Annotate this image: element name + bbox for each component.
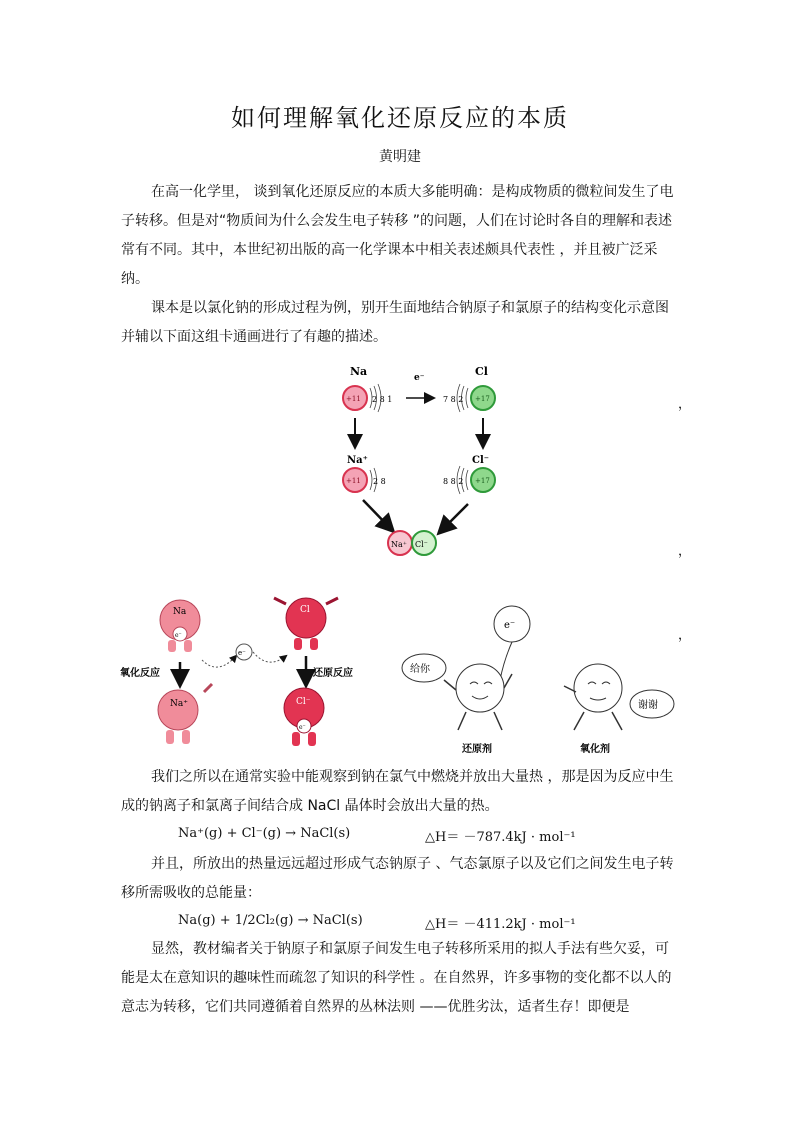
svg-text:e⁻: e⁻ xyxy=(238,649,246,657)
thanks-bubble-text: 谢谢 xyxy=(638,700,658,711)
cartoon-na-ion xyxy=(158,690,198,730)
give-bubble-text: 给你 xyxy=(410,664,430,675)
author-name: 黄明建 xyxy=(379,149,421,165)
electron-label: e⁻ xyxy=(414,373,425,383)
svg-text:e⁻: e⁻ xyxy=(175,632,182,639)
comma-mark-3: ， xyxy=(678,628,692,643)
product-na-label: Na⁺ xyxy=(391,540,407,549)
electron-transfer-diagram xyxy=(330,360,520,560)
equation-1: Na⁺(g) + Cl⁻(g) → NaCl(s) xyxy=(178,826,351,841)
na-shell-electrons: 2 8 1 xyxy=(372,395,393,404)
equation-2: Na(g) + 1/2Cl₂(g) → NaCl(s) xyxy=(178,913,363,928)
reductant-figure xyxy=(456,664,504,712)
page-title: 如何理解氧化还原反应的本质 xyxy=(231,104,569,132)
paragraph-1: 在高一化学里， 谈到氧化还原反应的本质大多能明确：是构成物质的微粒间发生了电子转移。但是对“物质间为什么会发生电子转移 ”的问题，人们在讨论时各自的理解和表述常有不同。其中，本世纪初出版的高一化学课本中相关表述颇具代表性 ，并且被广泛采纳。 xyxy=(121,184,674,287)
oxidant-figure xyxy=(574,664,622,712)
paragraph-3: 我们之所以在通常实验中能观察到钠在氯气中燃烧并放出大量热 ，那是因为反应中生成的钠离子和氯离子间结合成 NaCl 晶体时会放出大量的热。 xyxy=(121,769,674,814)
svg-text:Cl: Cl xyxy=(300,605,310,615)
paragraph-4: 并且，所放出的热量远远超过形成气态钠原子 、气态氯原子以及它们之间发生电子转移所需吸收的总能量： xyxy=(121,856,674,901)
svg-text:Na: Na xyxy=(173,607,187,617)
enthalpy-1: △H＝ －787.4kJ · mol⁻¹ xyxy=(425,830,576,845)
reduction-caption: 还原反应 xyxy=(313,668,353,679)
reductant-oxidant-cartoon xyxy=(400,600,675,760)
na-label: Na xyxy=(350,365,368,378)
svg-text:Cl⁻: Cl⁻ xyxy=(296,697,311,707)
product-cl-label: Cl⁻ xyxy=(415,540,428,549)
cl-ion-label: Cl⁻ xyxy=(472,455,490,466)
svg-text:Na⁺: Na⁺ xyxy=(170,699,188,709)
na-nucleus-charge: +11 xyxy=(346,395,361,403)
oxidation-caption: 氧化反应 xyxy=(120,668,160,679)
paragraph-2: 课本是以氯化钠的形成过程为例，别开生面地结合钠原子和氯原子的结构变化示意图并辅以下面这组卡通画进行了有趣的描述。 xyxy=(121,300,669,345)
svg-text:e⁻: e⁻ xyxy=(504,620,516,631)
reductant-caption: 还原剂 xyxy=(462,744,492,755)
cl-shell-electrons: 7 8 2 xyxy=(443,395,464,404)
cartoon-cl-atom xyxy=(286,598,326,638)
paragraph-5: 显然，教材编者关于钠原子和氯原子间发生电子转移所采用的拟人手法有些欠妥，可能是太在意知识的趣味性而疏忽了知识的科学性 。在自然界，许多事物的变化都不以人的意志为转移，它们共同遵循着自然界的丛林法则 ——优胜劣汰，适者生存！即便是 xyxy=(121,941,672,1015)
na-ion-nucleus: +11 xyxy=(346,477,361,485)
svg-text:e⁻: e⁻ xyxy=(299,724,306,731)
na-ion-label: Na⁺ xyxy=(347,455,368,466)
comma-mark-1: ， xyxy=(678,397,692,412)
oxidation-reduction-cartoon xyxy=(118,592,363,762)
cl-ion-nucleus: +17 xyxy=(475,477,490,485)
oxidant-caption: 氧化剂 xyxy=(580,744,610,755)
cl-nucleus-charge: +17 xyxy=(475,395,490,403)
comma-mark-2: ， xyxy=(678,544,692,559)
cl-ion-shells: 8 8 2 xyxy=(443,477,464,486)
cl-label: Cl xyxy=(475,365,488,378)
na-ion-shells: 2 8 xyxy=(373,477,386,486)
enthalpy-2: △H＝ －411.2kJ · mol⁻¹ xyxy=(425,917,576,932)
